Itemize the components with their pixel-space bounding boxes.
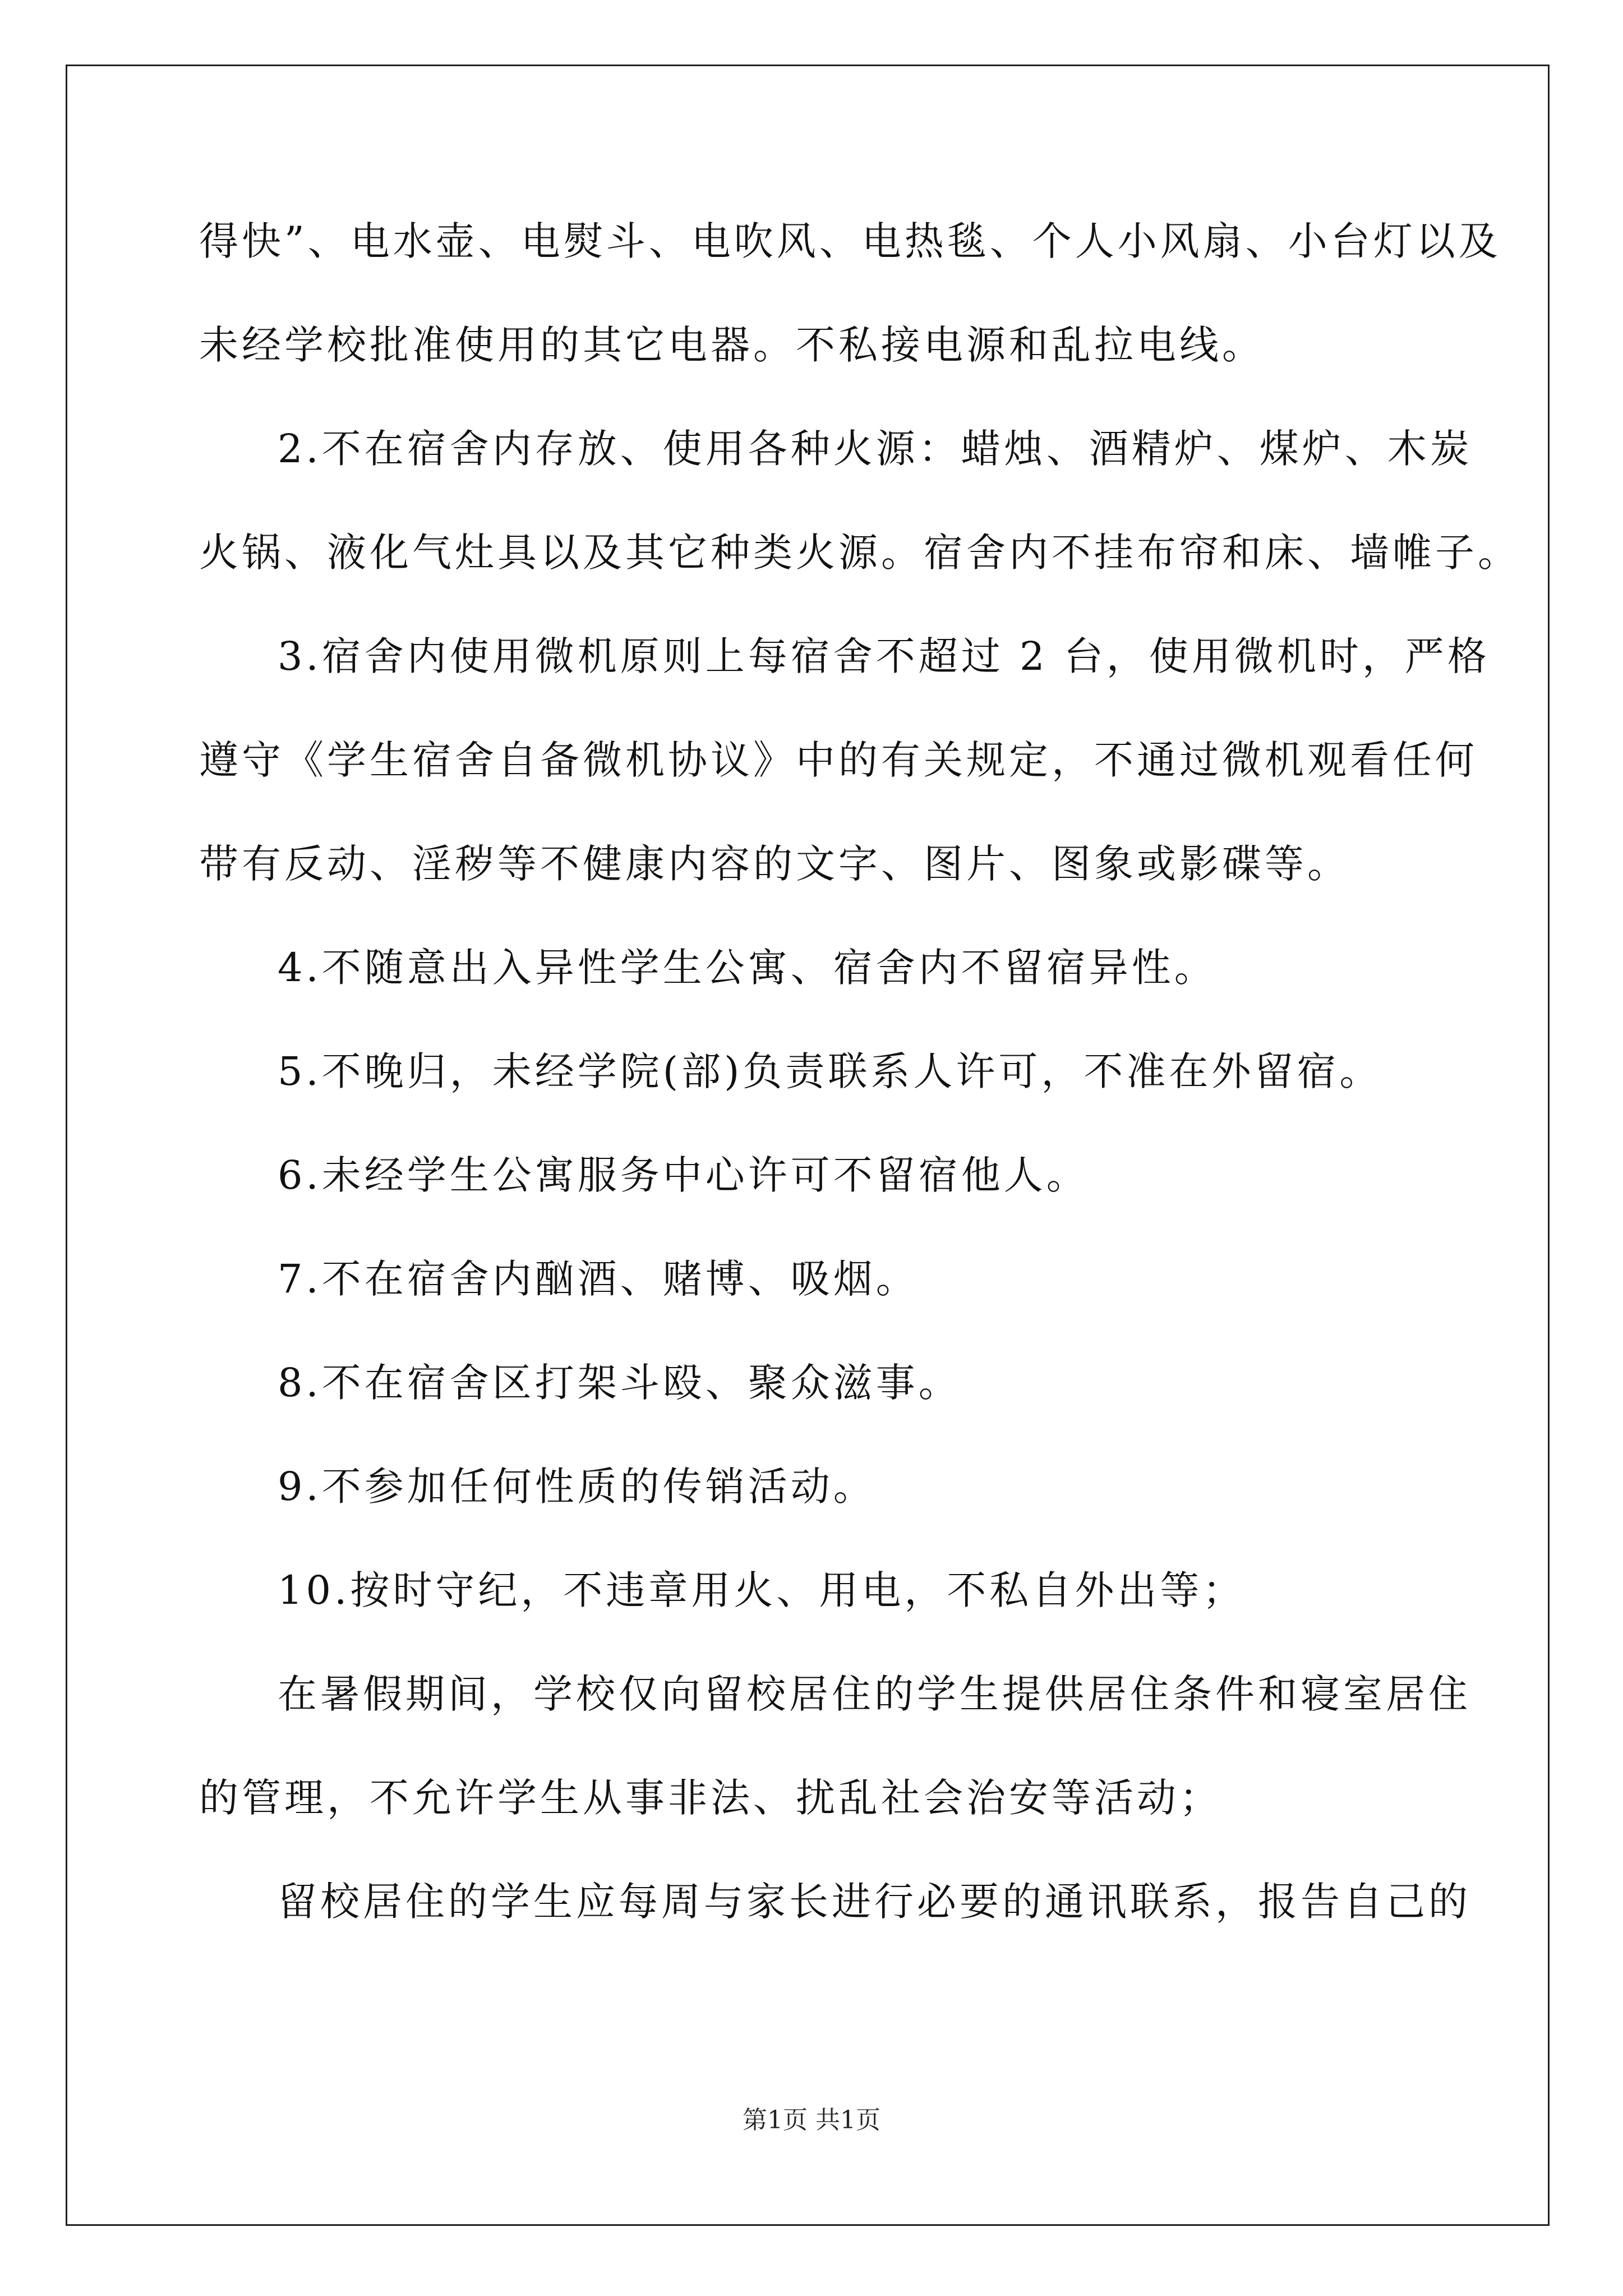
text-line-14: 10.按时守纪，不违章用火、用电，不私自外出等； bbox=[278, 1567, 1246, 1613]
text-line-3: 2.不在宿舍内存放、使用各种火源：蜡烛、酒精炉、煤炉、木炭 bbox=[278, 426, 1473, 472]
text-line-15: 在暑假期间，学校仅向留校居住的学生提供居住条件和寝室居住 bbox=[278, 1671, 1471, 1717]
text-line-11: 7.不在宿舍内酗酒、赌博、吸烟。 bbox=[278, 1256, 919, 1302]
text-line-4: 火锅、液化气灶具以及其它种类火源。宿舍内不挂布帘和床、墙帷子。 bbox=[199, 530, 1520, 576]
text-line-17: 留校居住的学生应每周与家长进行必要的通讯联系，报告自己的 bbox=[278, 1879, 1471, 1925]
text-line-13: 9.不参加任何性质的传销活动。 bbox=[278, 1464, 876, 1510]
text-line-12: 8.不在宿舍区打架斗殴、聚众滋事。 bbox=[278, 1360, 961, 1406]
text-line-16: 的管理，不允许学生从事非法、扰乱社会治安等活动； bbox=[199, 1775, 1222, 1821]
page-footer: 第1页 共1页 bbox=[743, 2106, 880, 2134]
text-line-6: 遵守《学生宿舍自备微机协议》中的有关规定，不通过微机观看任何 bbox=[199, 737, 1478, 783]
text-line-10: 6.未经学生公寓服务中心许可不留宿他人。 bbox=[278, 1152, 1089, 1198]
text-line-9: 5.不晚归，未经学院(部)负责联系人许可，不准在外留宿。 bbox=[278, 1048, 1382, 1094]
text-line-1: 得快”、电水壶、电熨斗、电吹风、电热毯、个人小风扇、小台灯以及 bbox=[199, 218, 1501, 264]
text-line-7: 带有反动、淫秽等不健康内容的文字、图片、图象或影碟等。 bbox=[199, 841, 1350, 887]
text-line-5: 3.宿舍内使用微机原则上每宿舍不超过 2 台，使用微机时，严格 bbox=[278, 633, 1490, 679]
text-line-2: 未经学校批准使用的其它电器。不私接电源和乱拉电线。 bbox=[199, 322, 1265, 368]
text-line-8: 4.不随意出入异性学生公寓、宿舍内不留宿异性。 bbox=[278, 945, 1217, 991]
